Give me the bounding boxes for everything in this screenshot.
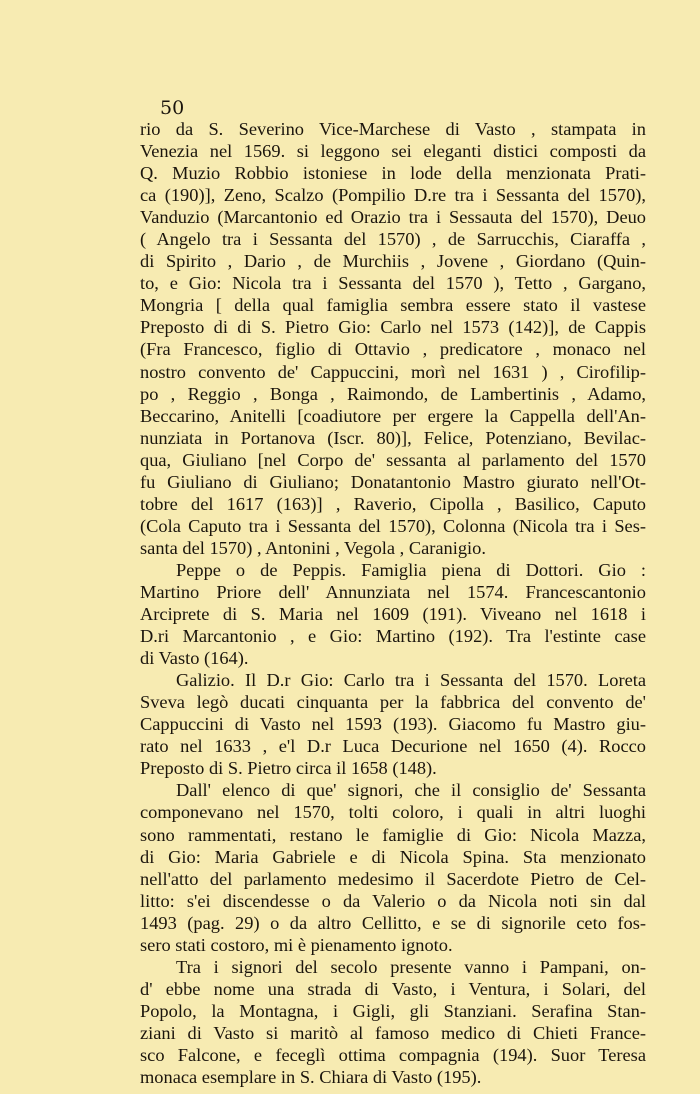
text-line: Martino Priore dell' Annunziata nel 1574. Francescantonio	[140, 581, 646, 602]
text-line: Venezia nel 1569. si leggono sei eleganti distici composti da	[140, 141, 646, 162]
text-line: Tra i signori del secolo presente vanno i Pampani, on-	[176, 956, 646, 977]
text-line: di Vasto (164).	[140, 648, 249, 669]
text-line: componevano nel 1570, tolti coloro, i quali in altri luoghi	[140, 802, 646, 823]
text-line: rio da S. Severino Vice-Marchese di Vasto , stampata in	[140, 119, 646, 139]
text-line: litto: s'ei discendesse o da Valerio o da Nicola noti sin dal	[140, 890, 646, 911]
text-line: ca (190)], Zeno, Scalzo (Pompilio D.re tra i Sessanta del 1570),	[140, 185, 646, 206]
text-line: rato nel 1633 , e'l D.r Luca Decurione nel 1650 (4). Rocco	[140, 736, 646, 757]
text-line: 1493 (pag. 29) o da altro Cellitto, e se di signorile ceto fos-	[140, 912, 646, 933]
text-line: Vanduzio (Marcantonio ed Orazio tra i Sessauta del 1570), Deuo	[140, 207, 646, 228]
text-line: (Fra Francesco, figlio di Ottavio , predicatore , monaco nel	[140, 339, 646, 360]
text-line: d' ebbe nome una strada di Vasto, i Ventura, i Solari, del	[140, 978, 646, 999]
text-line: to, e Gio: Nicola tra i Sessanta del 1570 ), Tetto , Gargano,	[140, 273, 646, 294]
text-line: santa del 1570) , Antonini , Vegola , Caranigio.	[140, 537, 486, 558]
text-line: qua, Giuliano [nel Corpo de' sessanta al parlamento del 1570	[140, 449, 646, 470]
text-line: monaca esemplare in S. Chiara di Vasto (195).	[140, 1067, 482, 1088]
text-line: Preposto di S. Pietro circa il 1658 (148).	[140, 758, 437, 779]
text-line: nunziata in Portanova (Iscr. 80)], Felice, Potenziano, Bevilac-	[140, 427, 646, 448]
text-line: sono rammentati, restano le famiglie di Gio: Nicola Mazza,	[140, 824, 646, 845]
text-line: Mongria [ della qual famiglia sembra essere stato il vastese	[140, 295, 646, 316]
body-text	[140, 118, 646, 1088]
text-line: di Gio: Maria Gabriele e di Nicola Spina. Sta menzionato	[140, 846, 646, 867]
text-line: (Cola Caputo tra i Sessanta del 1570), Colonna (Nicola tra i Ses-	[140, 515, 646, 536]
text-line: tobre del 1617 (163)] , Raverio, Cipolla , Basilico, Caputo	[140, 493, 646, 514]
text-line: ziani di Vasto si maritò al famoso medico di Chieti France-	[140, 1022, 646, 1043]
text-line: po , Reggio , Bonga , Raimondo, de Lambertinis , Adamo,	[140, 383, 646, 404]
text-line: sco Falcone, e feceglì ottima compagnia (194). Suor Teresa	[140, 1044, 646, 1065]
text-line: Beccarino, Anitelli [coadiutore per ergere la Cappella dell'An-	[140, 405, 646, 426]
text-line: Popolo, la Montagna, i Gigli, gli Stanziani. Serafina Stan-	[140, 1000, 646, 1021]
text-line: Galizio. Il D.r Gio: Carlo tra i Sessanta del 1570. Loreta	[176, 670, 646, 691]
text-line: nostro convento de' Cappuccini, morì nel 1631 ) , Cirofilip-	[140, 361, 646, 382]
text-line: Q. Muzio Robbio istoniese in lode della menzionata Prati-	[140, 163, 646, 184]
text-line: di Spirito , Dario , de Murchiis , Jovene , Giordano (Quin-	[140, 251, 646, 272]
text-line: Peppe o de Peppis. Famiglia piena di Dottori. Gio :	[176, 559, 646, 580]
text-line: ( Angelo tra i Sessanta del 1570) , de Sarrucchis, Ciaraffa ,	[140, 229, 646, 250]
text-line: fu Giuliano di Giuliano; Donatantonio Mastro giurato nell'Ot-	[140, 471, 646, 492]
text-line: nell'atto del parlamento medesimo il Sacerdote Pietro de Cel-	[140, 868, 646, 889]
page-number: 50	[160, 97, 185, 119]
text-line: Sveva legò ducati cinquanta per la fabbrica del convento de'	[140, 692, 646, 713]
text-line: sero stati costoro, mi è pienamento ignoto.	[140, 934, 453, 955]
text-line: Arciprete di S. Maria nel 1609 (191). Viveano nel 1618 i	[140, 604, 646, 625]
text-line: Dall' elenco di que' signori, che il consiglio de' Sessanta	[176, 780, 646, 801]
text-line: Preposto di di S. Pietro Gio: Carlo nel 1573 (142)], de Cappis	[140, 317, 646, 338]
text-line: Cappuccini di Vasto nel 1593 (193). Giacomo fu Mastro giu-	[140, 714, 646, 735]
text-line: D.ri Marcantonio , e Gio: Martino (192). Tra l'estinte case	[140, 626, 646, 647]
